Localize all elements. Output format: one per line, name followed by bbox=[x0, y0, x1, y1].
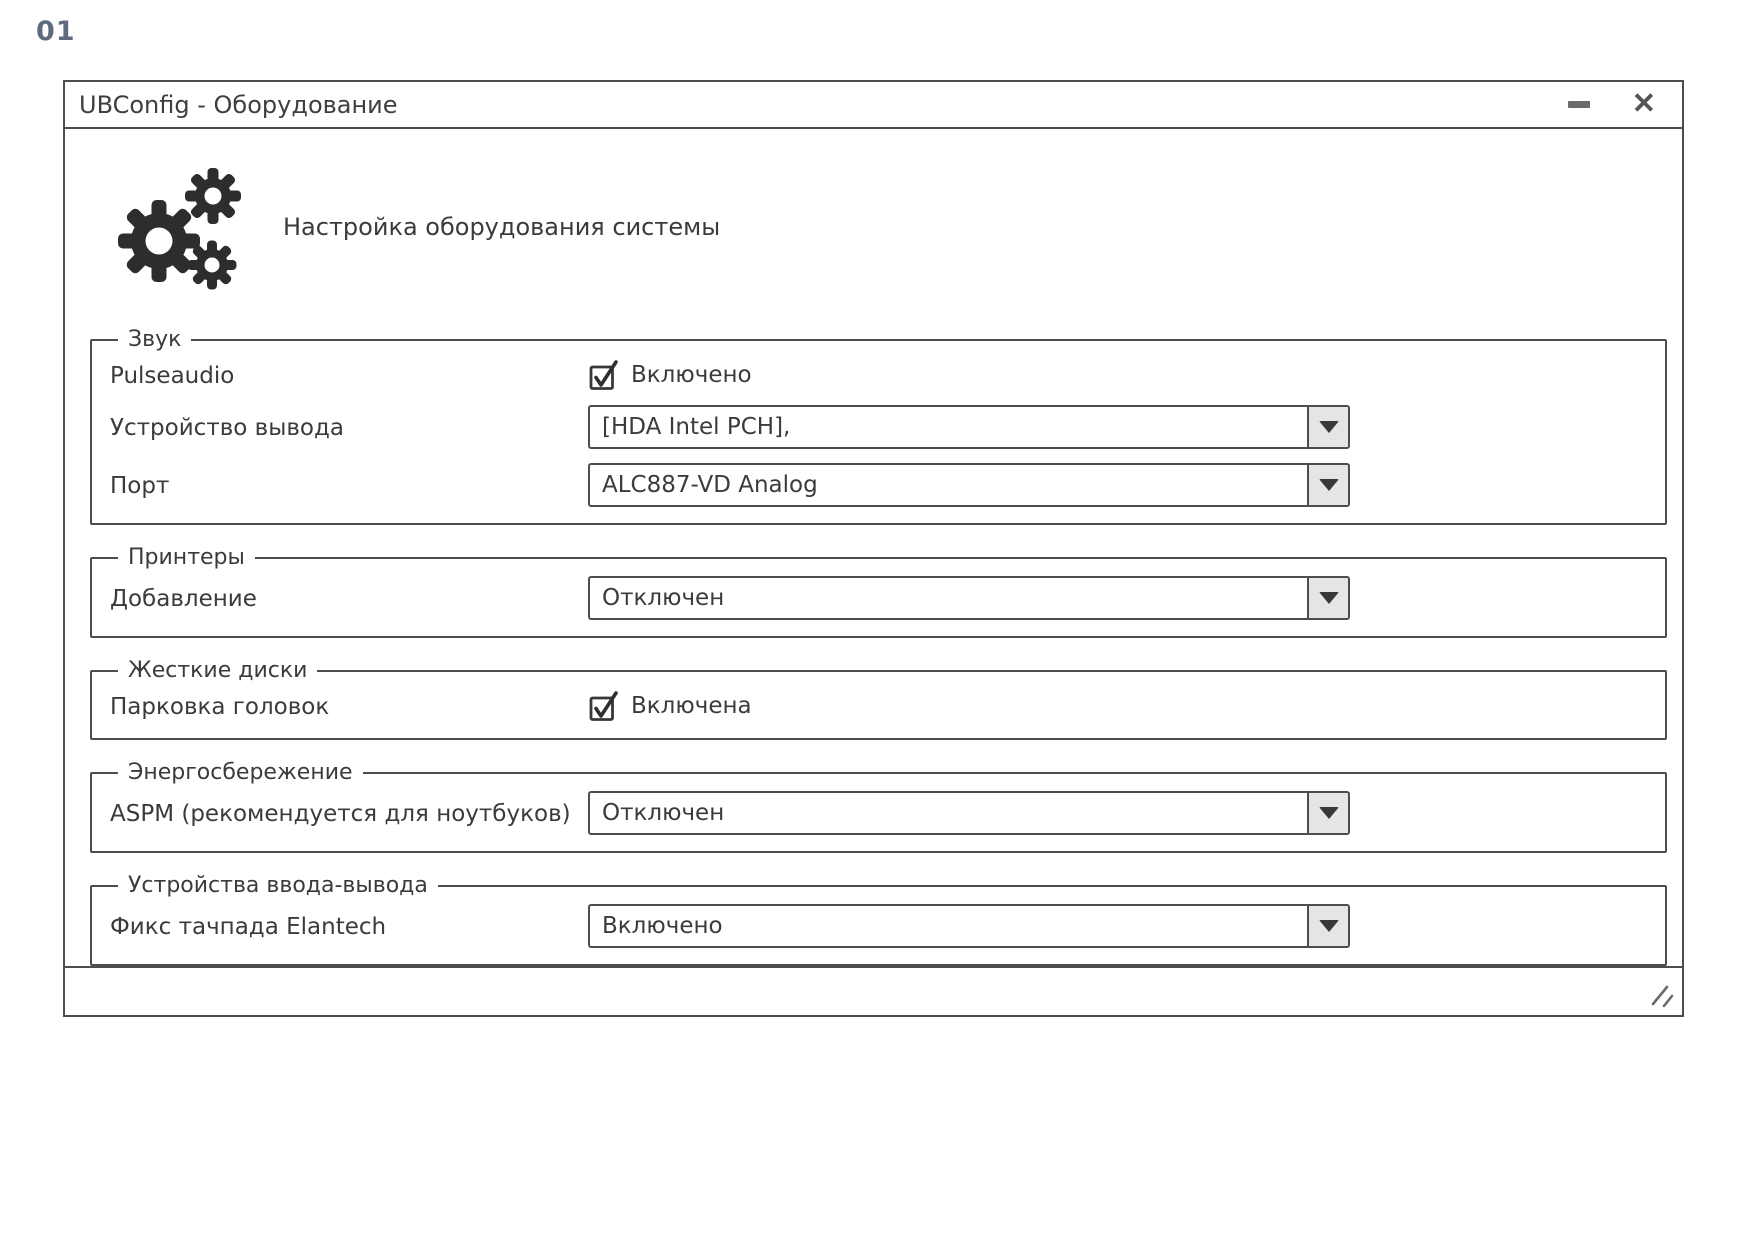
dropdown-value-printer-add: Отключен bbox=[602, 585, 725, 611]
checkbox-pulseaudio[interactable] bbox=[588, 358, 752, 391]
ubconfig-window bbox=[63, 80, 1684, 1017]
window-title: UBConfig - Оборудование bbox=[79, 90, 398, 119]
gears-icon bbox=[109, 163, 243, 291]
checkbox-label-pulseaudio: Включено bbox=[631, 361, 752, 388]
settings-groups bbox=[65, 327, 1682, 966]
window-content bbox=[65, 129, 1682, 966]
dropdown-port[interactable] bbox=[588, 463, 1350, 507]
page-subtitle: Настройка оборудования системы bbox=[283, 213, 721, 241]
dropdown-printer-add[interactable] bbox=[588, 576, 1350, 620]
header-row bbox=[109, 163, 1682, 291]
setting-row-printer-add bbox=[110, 576, 1647, 620]
setting-row-pulseaudio bbox=[110, 358, 1647, 391]
chevron-down-icon bbox=[1319, 592, 1339, 604]
dropdown-value-aspm: Отключен bbox=[602, 800, 725, 826]
setting-label-output-device: Устройство вывода bbox=[110, 415, 344, 441]
group-power-saving bbox=[90, 760, 1667, 853]
status-bar bbox=[65, 966, 1682, 1015]
setting-row-aspm bbox=[110, 791, 1647, 835]
group-hard-disks bbox=[90, 658, 1667, 740]
group-sound bbox=[90, 327, 1667, 525]
group-legend-io-devices: Устройства ввода-вывода bbox=[128, 873, 428, 898]
checked-checkbox-icon bbox=[588, 358, 619, 391]
dropdown-arrow-button[interactable] bbox=[1307, 465, 1348, 505]
dropdown-arrow-button[interactable] bbox=[1307, 906, 1348, 946]
dropdown-arrow-button[interactable] bbox=[1307, 578, 1348, 618]
checkbox-head-parking[interactable] bbox=[588, 689, 752, 722]
figure-label: 01 bbox=[36, 16, 76, 47]
setting-row-output-device bbox=[110, 405, 1647, 449]
minimize-button[interactable] bbox=[1564, 97, 1594, 112]
dropdown-arrow-button[interactable] bbox=[1307, 793, 1348, 833]
dropdown-aspm[interactable] bbox=[588, 791, 1350, 835]
group-legend-power-saving: Энергосбережение bbox=[128, 760, 353, 785]
setting-label-elantech-fix: Фикс тачпада Elantech bbox=[110, 914, 387, 940]
resize-grip-icon[interactable] bbox=[1648, 983, 1676, 1009]
setting-label-printer-add: Добавление bbox=[110, 586, 257, 612]
setting-label-aspm: ASPM (рекомендуется для ноутбуков) bbox=[110, 801, 571, 827]
chevron-down-icon bbox=[1319, 479, 1339, 491]
group-legend-sound: Звук bbox=[128, 327, 182, 352]
checkbox-label-head-parking: Включена bbox=[631, 692, 752, 719]
chevron-down-icon bbox=[1319, 807, 1339, 819]
group-printers bbox=[90, 545, 1667, 638]
chevron-down-icon bbox=[1319, 920, 1339, 932]
checked-checkbox-icon bbox=[588, 689, 619, 722]
group-io-devices bbox=[90, 873, 1667, 966]
dropdown-value-port: ALC887-VD Analog bbox=[602, 472, 818, 498]
dropdown-elantech-fix[interactable] bbox=[588, 904, 1350, 948]
window-titlebar[interactable] bbox=[65, 82, 1682, 129]
dropdown-arrow-button[interactable] bbox=[1307, 407, 1348, 447]
group-legend-hard-disks: Жесткие диски bbox=[128, 658, 308, 683]
setting-label-port: Порт bbox=[110, 473, 170, 499]
dropdown-output-device[interactable] bbox=[588, 405, 1350, 449]
minimize-icon bbox=[1568, 101, 1590, 108]
dropdown-value-elantech-fix: Включено bbox=[602, 913, 723, 939]
close-icon: ✕ bbox=[1631, 88, 1656, 120]
setting-row-elantech-fix bbox=[110, 904, 1647, 948]
close-button[interactable] bbox=[1628, 86, 1660, 123]
setting-label-pulseaudio: Pulseaudio bbox=[110, 362, 235, 389]
setting-label-head-parking: Парковка головок bbox=[110, 693, 330, 720]
chevron-down-icon bbox=[1319, 421, 1339, 433]
group-legend-printers: Принтеры bbox=[128, 545, 245, 570]
setting-row-port bbox=[110, 463, 1647, 507]
setting-row-head-parking bbox=[110, 689, 1647, 722]
dropdown-value-output-device: [HDA Intel PCH], bbox=[602, 414, 791, 440]
window-controls bbox=[1564, 86, 1660, 123]
